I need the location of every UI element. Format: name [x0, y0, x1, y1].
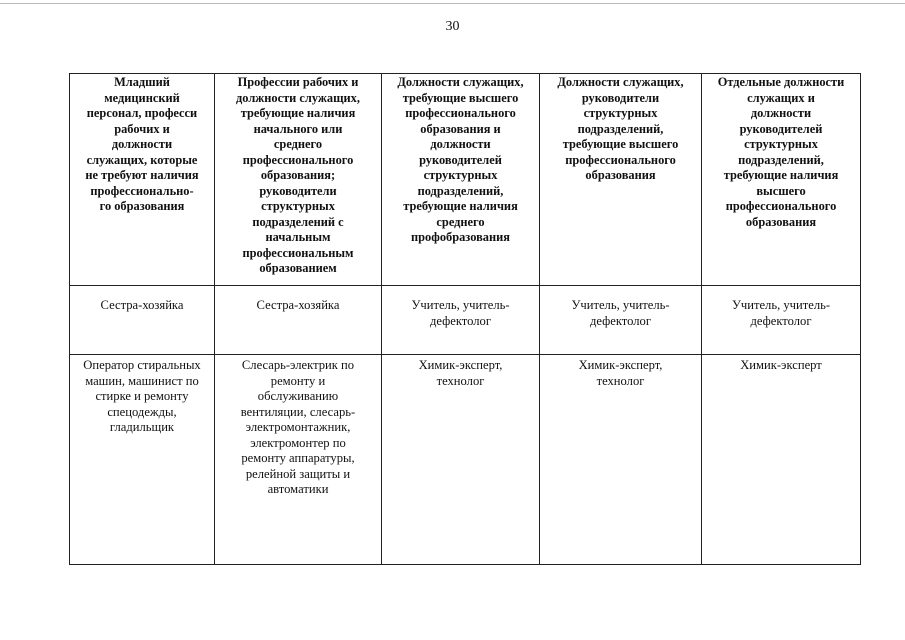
header-text: Младший медицинский персонал, професси рабочих и должности служащих, которые не требуют наличия профессионально- го образования — [85, 75, 199, 213]
cell-text: Учитель, учитель- дефектолог — [571, 298, 670, 328]
header-cell-employees-higher-education-and-heads-secondary — [382, 74, 540, 286]
table-header-row — [70, 74, 861, 286]
table-cell — [382, 355, 540, 565]
cell-text: Химик-эксперт, технолог — [578, 358, 663, 388]
table-cell — [540, 355, 702, 565]
table-row — [70, 355, 861, 565]
professions-table — [69, 73, 861, 565]
cell-text: Химик-эксперт — [740, 358, 822, 372]
table-cell — [702, 355, 861, 565]
table-cell — [702, 286, 861, 355]
header-cell-selected-positions-higher-education — [702, 74, 861, 286]
table-cell — [382, 286, 540, 355]
page-top-rule — [0, 0, 905, 4]
cell-text: Учитель, учитель- дефектолог — [411, 298, 510, 328]
header-cell-employees-heads-higher-education — [540, 74, 702, 286]
header-cell-workers-primary-secondary-education — [215, 74, 382, 286]
header-text: Профессии рабочих и должности служащих, требующие наличия начального или среднего профессионального образования; руководители структурных подразделений с начальным профессиональным образованием — [236, 75, 360, 275]
header-cell-junior-medical-staff — [70, 74, 215, 286]
page-number: 30 — [445, 19, 460, 34]
table-cell — [215, 355, 382, 565]
header-text: Должности служащих, руководители структурных подразделений, требующие высшего профессионального образования — [557, 75, 684, 182]
table-cell — [215, 286, 382, 355]
table-row — [70, 286, 861, 355]
header-text: Должности служащих, требующие высшего профессионального образования и должности руководителей структурных подразделений, требующие наличия среднего профобразования — [397, 75, 524, 244]
cell-text: Химик-эксперт, технолог — [418, 358, 503, 388]
header-text: Отдельные должности служащих и должности руководителей структурных подразделений, требующие наличия высшего профессионального образования — [717, 75, 845, 229]
cell-text: Учитель, учитель- дефектолог — [731, 298, 831, 328]
cell-text: Сестра-хозяйка — [256, 298, 340, 312]
table-cell — [70, 355, 215, 565]
cell-text: Слесарь-электрик по ремонту и обслуживанию вентиляции, слесарь- электромонтажник, электромонтер по ремонту аппаратуры, релейной защиты и автоматики — [240, 358, 356, 496]
table-cell — [70, 286, 215, 355]
cell-text: Оператор стиральных машин, машинист по стирке и ремонту спецодежды, гладильщик — [83, 358, 201, 434]
table-cell — [540, 286, 702, 355]
cell-text: Сестра-хозяйка — [100, 298, 184, 312]
